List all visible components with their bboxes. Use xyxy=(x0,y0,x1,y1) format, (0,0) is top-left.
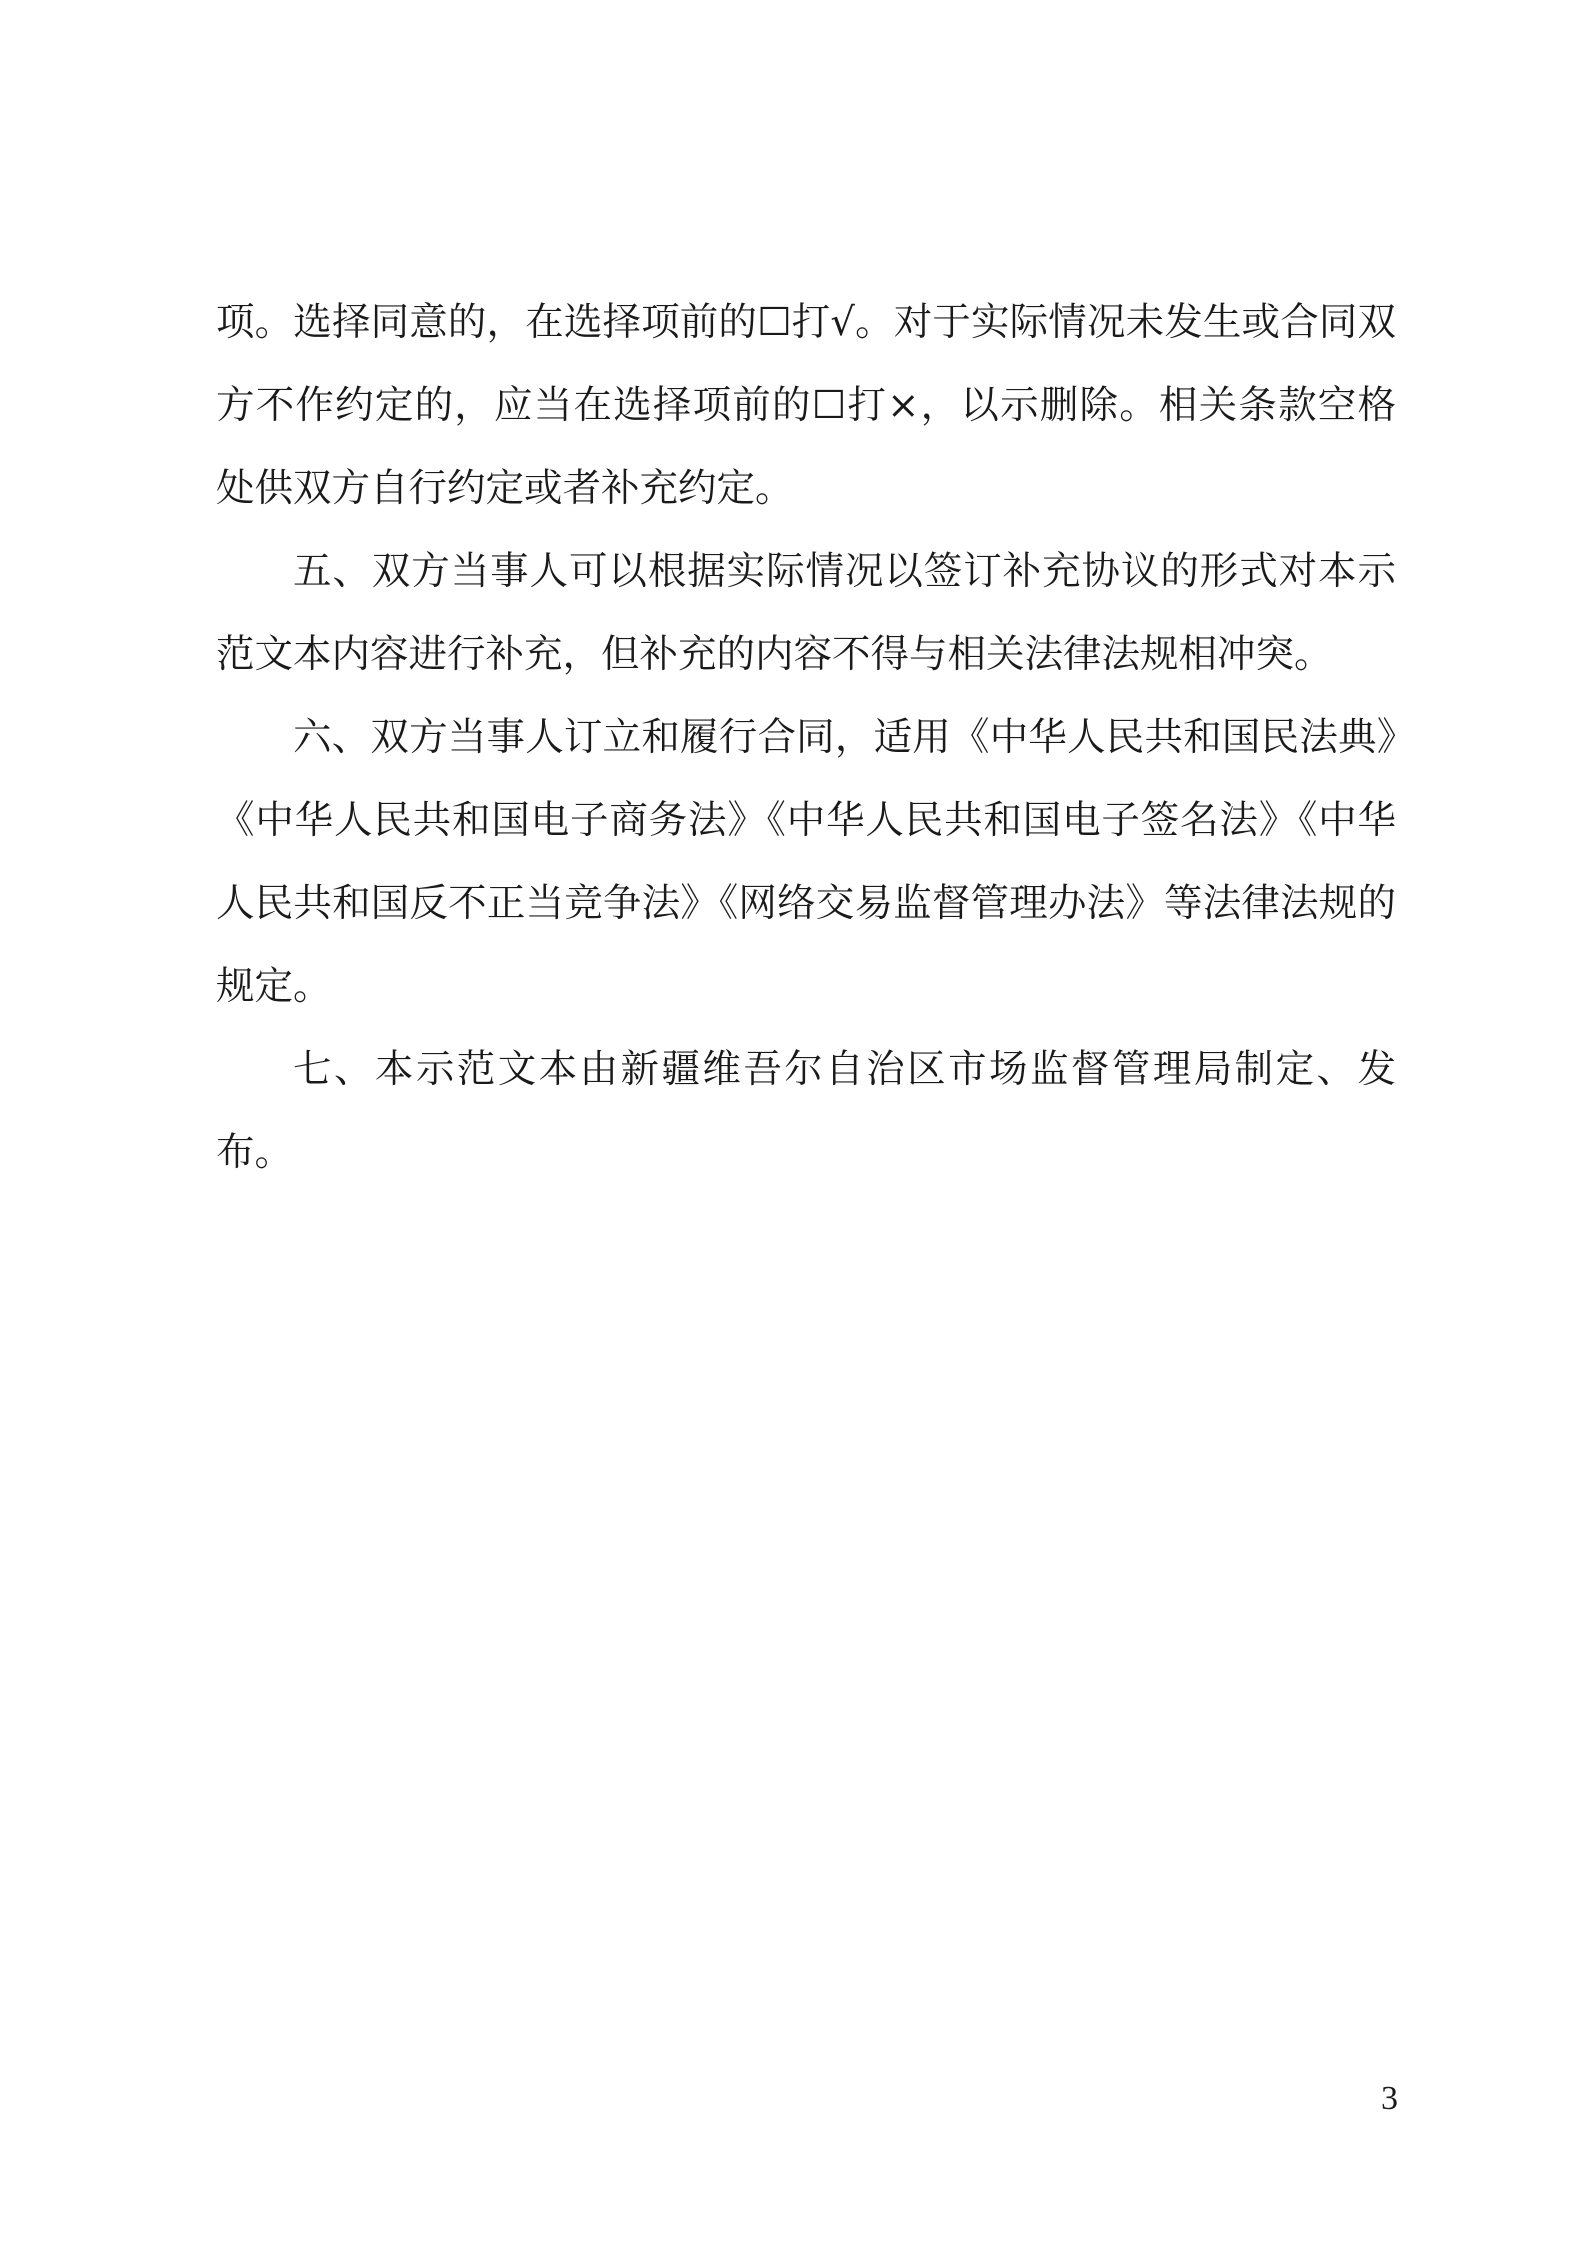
page-number: 3 xyxy=(1381,2080,1398,2117)
paragraph-item-five: 五、双方当事人可以根据实际情况以签订补充协议的形式对本示范文本内容进行补充，但补充的内容不得与相关法律法规相冲突。 xyxy=(216,549,1396,677)
paragraph-item-six: 六、双方当事人订立和履行合同，适用《中华人民共和国民法典》《中华人民共和国电子商务法》《中华人民共和国电子签名法》《中华人民共和国反不正当竞争法》《网络交易监督管理办法》等法律法规的规定。 xyxy=(216,715,1396,1009)
document-body xyxy=(216,281,1396,1194)
paragraph-item-seven: 七、本示范文本由新疆维吾尔自治区市场监督管理局制定、发布。 xyxy=(216,1047,1396,1175)
paragraph-continuation: 项。选择同意的，在选择项前的☐打√。对于实际情况未发生或合同双方不作约定的，应当在选择项前的☐打×，以示删除。相关条款空格处供双方自行约定或者补充约定。 xyxy=(216,300,1396,511)
